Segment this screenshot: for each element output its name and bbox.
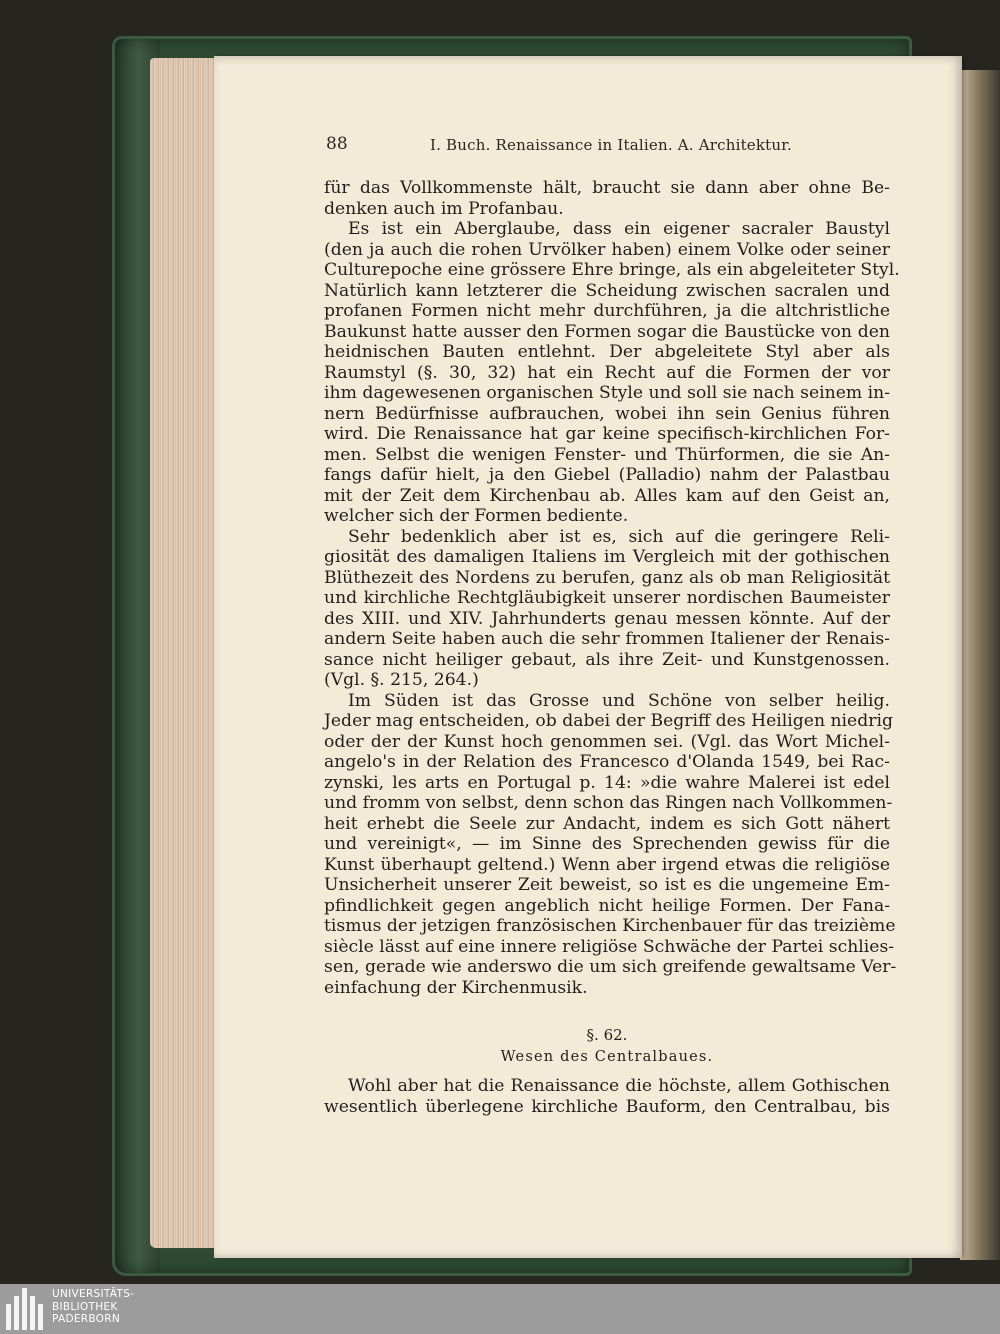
logo-line: UNIVERSITÄTS-	[52, 1288, 135, 1300]
text-line: men. Selbst die wenigen Fenster- und Thürformen, die sie An-	[324, 444, 890, 465]
text-line: sen, gerade wie anderswo die um sich greifende gewaltsame Ver-	[324, 957, 897, 977]
text-line: des XIII. und XIV. Jahrhunderts genau messen könnte. Auf der	[324, 608, 890, 629]
text-line: oder der der Kunst hoch genommen sei. (Vgl. das Wort Michel-	[324, 731, 890, 752]
library-logo-text	[52, 1288, 134, 1326]
text-line: Baukunst hatte ausser den Formen sogar die Baustücke von den	[324, 321, 890, 342]
text-line: Jeder mag entscheiden, ob dabei der Begriff des Heiligen niedrig	[324, 711, 893, 731]
text-line: zynski, les arts en Portugal p. 14: »die wahre Malerei ist edel	[324, 772, 890, 793]
logo-line: PADERBORN	[52, 1313, 120, 1325]
section-number: §. 62.	[586, 1026, 628, 1044]
text-line: heidnischen Bauten entlehnt. Der abgeleitete Styl aber als	[324, 342, 890, 362]
text-line: Natürlich kann letzterer die Scheidung zwischen sacralen und	[324, 280, 890, 301]
page-edges	[150, 58, 220, 1248]
text-line: (den ja auch die rohen Urvölker haben) einem Volke oder seiner	[324, 239, 890, 260]
section-title: Wesen des Centralbaues.	[500, 1049, 714, 1065]
text-line: (Vgl. §. 215, 264.)	[324, 670, 479, 690]
text-line: Kunst überhaupt geltend.) Wenn aber irgend etwas die religiöse	[324, 854, 890, 875]
text-line: giosität des damaligen Italiens im Vergleich mit der gothischen	[324, 547, 890, 567]
text-line: wesentlich überlegene kirchliche Bauform, den Centralbau, bis	[324, 1096, 890, 1117]
text-line: Raumstyl (§. 30, 32) hat ein Recht auf die Formen der vor	[324, 362, 890, 383]
page-number: 88	[326, 134, 348, 154]
text-line: tismus der jetzigen französischen Kirchenbauer für das treizième	[324, 916, 896, 936]
text-line: für das Vollkommenste hält, braucht sie dann aber ohne Be-	[324, 178, 890, 198]
library-logo-icon	[6, 1288, 44, 1330]
text-line: einfachung der Kirchenmusik.	[324, 977, 588, 998]
text-line: pfindlichkeit gegen angeblich nicht heilige Formen. Der Fana-	[324, 895, 890, 916]
text-line: Es ist ein Aberglaube, dass ein eigener sacraler Baustyl	[348, 219, 890, 239]
main-text	[324, 178, 900, 998]
logo-line: BIBLIOTHEK	[52, 1300, 118, 1313]
text-line: Culturepoche eine grössere Ehre bringe, als ein abgeleiteter Styl.	[324, 260, 900, 280]
text-line: fangs dafür hielt, ja den Giebel (Palladio) nahm der Palastbau	[324, 465, 890, 485]
text-line: ihm dagewesenen organischen Style und soll sie nach seinem in-	[324, 383, 891, 403]
running-head: I. Buch. Renaissance in Italien. A. Architektur.	[430, 136, 792, 154]
text-line: denken auch im Profanbau.	[324, 198, 564, 219]
text-line: mit der Zeit dem Kirchenbau ab. Alles kam auf den Geist an,	[324, 485, 890, 506]
text-line: wird. Die Renaissance hat gar keine specifisch-kirchlichen For-	[324, 424, 890, 444]
text-line: Im Süden ist das Grosse und Schöne von selber heilig.	[348, 690, 890, 711]
page-header	[326, 134, 886, 160]
text-line: angelo's in der Relation des Francesco d'Olanda 1549, bei Rac-	[324, 752, 890, 772]
library-footer-bar	[0, 1284, 1000, 1334]
text-line: Blüthezeit des Nordens zu berufen, ganz als ob man Religiosität	[324, 567, 890, 588]
text-line: Unsicherheit unserer Zeit beweist, so ist es die ungemeine Em-	[324, 875, 890, 895]
text-line: nern Bedürfnisse aufbrauchen, wobei ihn sein Genius führen	[324, 403, 890, 424]
text-line: und vereinigt«, — im Sinne des Sprechenden gewiss für die	[324, 834, 890, 854]
text-line: sance nicht heiliger gebaut, als ihre Zeit- und Kunstgenossen.	[324, 649, 890, 670]
facing-page-gutter	[960, 70, 1000, 1260]
text-line: Sehr bedenklich aber ist es, sich auf die geringere Reli-	[348, 526, 890, 547]
text-line: Wohl aber hat die Renaissance die höchste, allem Gothischen	[348, 1076, 890, 1096]
text-line: siècle lässt auf eine innere religiöse Schwäche der Partei schlies-	[324, 936, 895, 957]
section-heading	[324, 1024, 890, 1068]
section-text	[324, 1076, 890, 1117]
text-line: welcher sich der Formen bediente.	[324, 506, 629, 526]
text-line: profanen Formen nicht mehr durchführen, ja die altchristliche	[324, 301, 890, 321]
text-line: und kirchliche Rechtgläubigkeit unserer nordischen Baumeister	[324, 588, 890, 608]
text-line: heit erhebt die Seele zur Andacht, indem es sich Gott nähert	[324, 813, 890, 834]
text-line: und fromm von selbst, denn schon das Ringen nach Vollkommen-	[324, 793, 893, 813]
text-line: andern Seite haben auch die sehr frommen Italiener der Renais-	[324, 629, 890, 649]
